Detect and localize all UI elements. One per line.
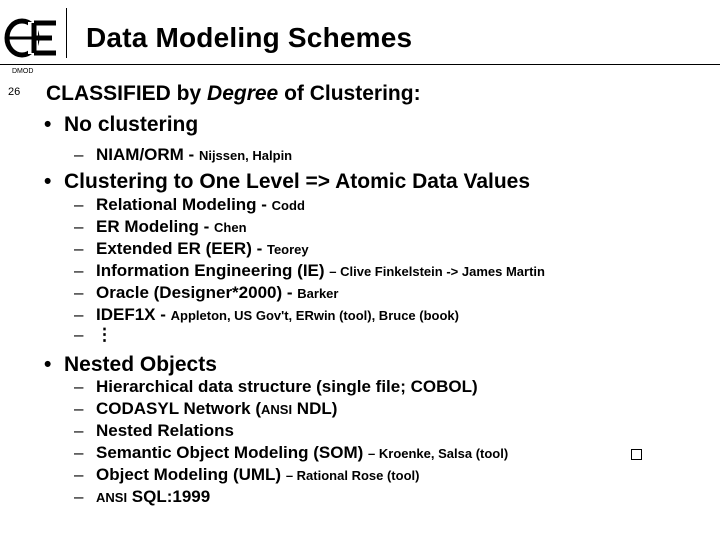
section-nested-objects <box>44 353 217 377</box>
item-main: Hierarchical data structure (single file; COBOL) <box>96 377 478 396</box>
section-no-clustering <box>44 113 198 137</box>
dash: – <box>74 217 84 236</box>
bullet: • <box>44 113 52 136</box>
list-item <box>74 145 292 165</box>
item-main: Semantic Object Modeling (SOM) <box>96 443 369 462</box>
list-item <box>74 283 338 303</box>
ce-logo-icon <box>4 14 60 60</box>
dash: – <box>74 487 84 506</box>
dash: – <box>74 261 84 280</box>
dash: – <box>74 325 84 344</box>
header-rule <box>0 64 720 65</box>
list-item <box>74 421 234 441</box>
heading-suffix: of Clustering: <box>278 82 421 105</box>
list-item <box>74 217 247 237</box>
list-item <box>74 305 459 325</box>
heading-emphasis: Degree <box>207 82 279 105</box>
item-note: Teorey <box>266 242 309 257</box>
slide-number: 26 <box>8 86 21 98</box>
item-note: Barker <box>297 286 339 301</box>
item-note: Nijssen, Halpin <box>198 148 293 163</box>
slide-code: DMOD <box>12 68 34 75</box>
section-label: No clustering <box>64 113 199 136</box>
item-main: NIAM/ORM - <box>96 145 199 164</box>
item-note: Appleton, US Gov't, ERwin (tool), Bruce (book) <box>170 308 459 323</box>
dash: – <box>74 195 84 214</box>
item-main: Extended ER (EER) - <box>96 239 267 258</box>
item-note: – Kroenke, Salsa (tool) <box>368 446 509 461</box>
item-small: ANSI <box>261 402 293 417</box>
logo-separator <box>66 8 67 58</box>
item-main: Nested Relations <box>96 421 234 440</box>
bullet: • <box>44 170 52 193</box>
list-item <box>74 443 508 463</box>
dash: – <box>74 443 84 462</box>
item-main: IDEF1X - <box>96 305 171 324</box>
item-main: Object Modeling (UML) <box>96 465 286 484</box>
dash: – <box>74 305 84 324</box>
item-note: Chen <box>214 220 247 235</box>
classification-heading <box>46 82 421 106</box>
square-outline-icon <box>631 449 642 460</box>
dash: – <box>74 283 84 302</box>
vertical-ellipsis: ⋮ <box>96 325 113 344</box>
list-item <box>74 377 478 397</box>
dash: – <box>74 465 84 484</box>
list-item <box>74 399 337 419</box>
item-main-tail: SQL:1999 <box>127 487 211 506</box>
dash: – <box>74 239 84 258</box>
section-one-level <box>44 170 530 194</box>
item-main: CODASYL Network ( <box>96 399 261 418</box>
dash: – <box>74 145 84 164</box>
bullet: • <box>44 353 52 376</box>
page-title: Data Modeling Schemes <box>86 22 413 53</box>
item-main-tail: NDL) <box>292 399 338 418</box>
item-small: ANSI <box>96 490 128 505</box>
item-main: Information Engineering (IE) <box>96 261 330 280</box>
dash: – <box>74 421 84 440</box>
item-note: Codd <box>271 198 305 213</box>
section-label: Nested Objects <box>64 353 217 376</box>
item-main: Oracle (Designer*2000) - <box>96 283 298 302</box>
dash: – <box>74 377 84 396</box>
item-note: – Rational Rose (tool) <box>285 468 420 483</box>
list-item <box>74 239 309 259</box>
list-item <box>74 261 545 281</box>
list-item <box>74 195 305 215</box>
section-label: Clustering to One Level => Atomic Data Values <box>64 170 531 193</box>
item-note: – Clive Finkelstein -> James Martin <box>329 264 545 279</box>
item-main: ER Modeling - <box>96 217 215 236</box>
heading-prefix: CLASSIFIED by <box>46 82 208 105</box>
dash: – <box>74 399 84 418</box>
list-item <box>74 465 419 485</box>
list-item <box>74 487 210 507</box>
item-main: Relational Modeling - <box>96 195 272 214</box>
list-item-ellipsis <box>74 325 113 345</box>
